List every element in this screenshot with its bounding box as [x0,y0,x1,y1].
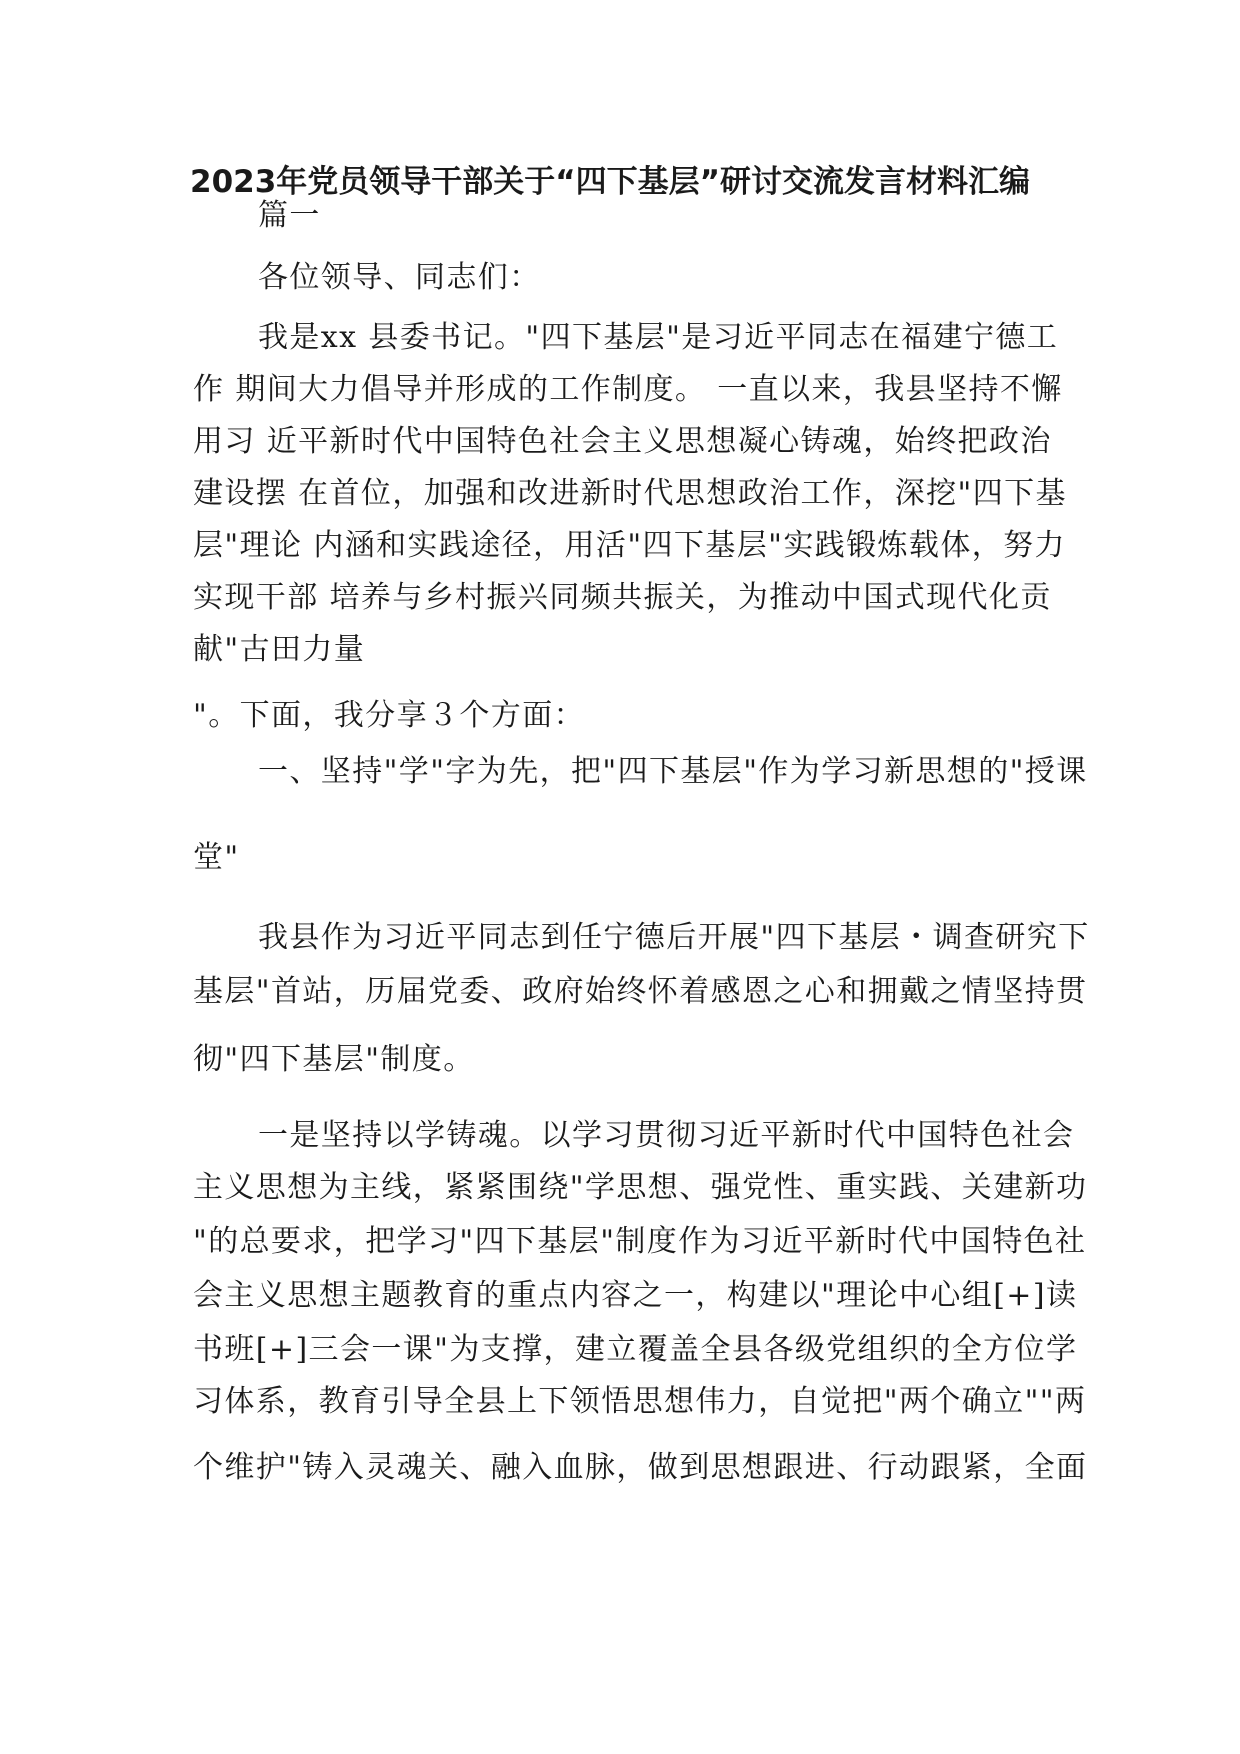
paragraph-line: 会主义思想主题教育的重点内容之一，构建以"理论中心组[+]读 [193,1278,1078,1313]
document-title: 2023年党员领导干部关于“四下基层”研讨交流发言材料汇编 [190,164,1031,200]
paragraph-line: 书班[+]三会一课"为支撑，建立覆盖全县各级党组织的全方位学 [193,1332,1078,1367]
paragraph-line: 个维护"铸入灵魂关、融入血脉，做到思想跟进、行动跟紧，全面 [193,1450,1088,1485]
section-heading-part-one: 篇一 [258,198,321,233]
paragraph-line: 献"古田力量 [193,632,366,667]
paragraph-line: 用习 近平新时代中国特色社会主义思想凝心铸魂，始终把政治 [193,424,1052,459]
paragraph-line: 实现干部 培养与乡村振兴同频共振关，为推动中国式现代化贡 [193,580,1052,615]
paragraph-line: 一是坚持以学铸魂。以学习贯彻习近平新时代中国特色社会 [258,1118,1075,1153]
section-heading-line: 堂" [193,840,240,875]
section-heading-line: 一、坚持"学"字为先，把"四下基层"作为学习新思想的"授课 [258,754,1088,789]
paragraph-line: 我是xx 县委书记。"四下基层"是习近平同志在福建宁德工 [258,320,1059,355]
paragraph-line: 习体系，教育引导全县上下领悟思想伟力，自觉把"两个确立""两 [193,1384,1087,1419]
paragraph-line: 彻"四下基层"制度。 [193,1042,475,1077]
paragraph-line: "。下面，我分享３个方面： [193,698,585,733]
paragraph-line: "的总要求，把学习"四下基层"制度作为习近平新时代中国特色社 [193,1224,1087,1259]
paragraph-line: 层"理论 内涵和实践途径，用活"四下基层"实践锻炼载体，努力 [193,528,1066,563]
paragraph-line: 作 期间大力倡导并形成的工作制度。 一直以来，我县坚持不懈 [193,372,1063,407]
salutation-line: 各位领导、同志们： [258,260,541,295]
paragraph-line: 主义思想为主线，紧紧围绕"学思想、强党性、重实践、关建新功 [193,1170,1088,1205]
paragraph-line: 我县作为习近平同志到任宁德后开展"四下基层・调查研究下 [258,920,1090,955]
paragraph-line: 建设摆 在首位，加强和改进新时代思想政治工作，深挖"四下基 [193,476,1067,511]
paragraph-line: 基层"首站，历届党委、政府始终怀着感恩之心和拥戴之情坚持贯 [193,974,1088,1009]
